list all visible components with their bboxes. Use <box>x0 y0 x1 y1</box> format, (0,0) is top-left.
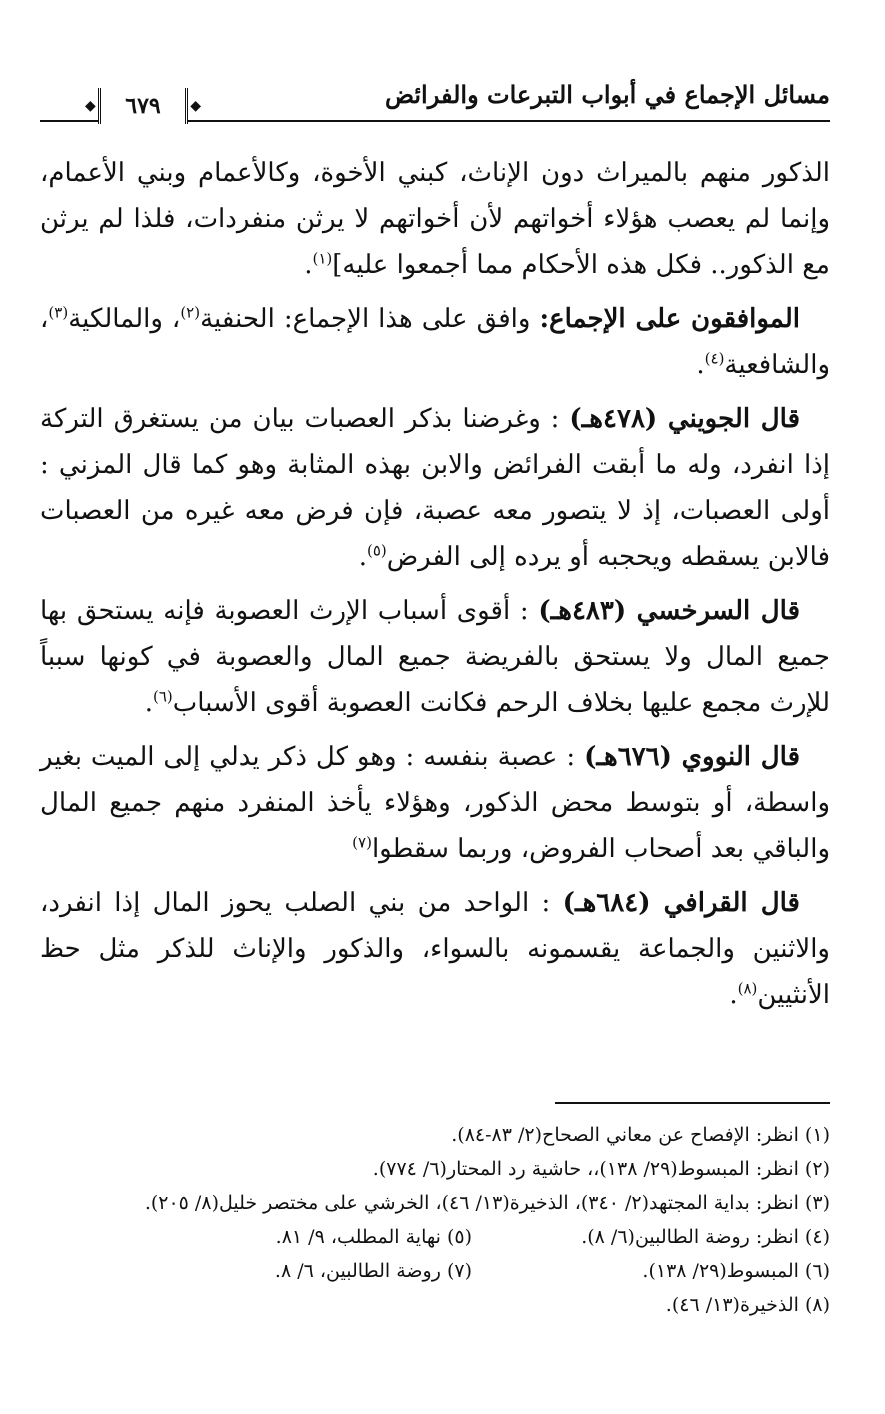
footnote-marker: (٦) <box>152 687 173 706</box>
footnote-marker: (٢) <box>180 303 201 322</box>
paragraph-tail: . <box>358 542 367 572</box>
quote-author: قال الجويني (٤٧٨هـ) <box>569 404 800 434</box>
paragraph-tail: . <box>729 980 738 1010</box>
paragraph-text: : عصبة بنفسه : وهو كل ذكر يدلي إلى الميت بغير واسطة، أو بتوسط محض الذكور، وهؤلاء يأخذ المنفرد منهم جميع المال والباقي بعد أصحاب الفروض، وربما سقطوا <box>40 742 830 864</box>
paragraph-2 <box>40 296 830 388</box>
paragraph-5 <box>40 734 830 872</box>
paragraph-text: : أقوى أسباب الإرث العصوبة فإنه يستحق بها جميع المال ولا يستحق بالفريضة جميع المال والعصوبة في كونها سبباً للإرث مجمع عليها بخلاف الرحم فكانت العصوبة أقوى الأسباب <box>40 596 830 718</box>
paragraph-text: : الواحد من بني الصلب يحوز المال إذا انفرد، والاثنين والجماعة يقسمونه بالسواء، والذكور والإناث للذكر مثل حظ الأنثيين <box>40 888 830 1010</box>
footnote-5: (٥) نهاية المطلب، ٩/ ٨١. <box>275 1226 472 1248</box>
footnote-2: (٢) انظر: المبسوط(٢٩/ ١٣٨)،، حاشية رد المحتار(٦/ ٧٧٤). <box>372 1158 830 1180</box>
main-text <box>40 150 830 1026</box>
book-page <box>40 0 830 1414</box>
footnote-marker: (٣) <box>48 303 69 322</box>
footnote-8: (٨) الذخيرة(١٣/ ٤٦). <box>665 1294 830 1316</box>
footnote-marker: (٤) <box>704 349 725 368</box>
footnote-marker: (١) <box>312 249 333 268</box>
paragraph-tail: . <box>696 350 705 380</box>
footnote-separator <box>555 1102 830 1104</box>
paragraph-text: وافق على هذا الإجماع: الحنفية <box>200 304 540 334</box>
paragraph-1 <box>40 150 830 288</box>
quote-author: قال القرافي (٦٨٤هـ) <box>562 888 800 918</box>
paragraph-tail: . <box>304 250 313 280</box>
footnote-row <box>40 1254 830 1288</box>
footnote-row <box>40 1288 830 1322</box>
page-header <box>40 78 830 128</box>
footnote-marker: (٥) <box>366 541 387 560</box>
footnote-6: (٦) المبسوط(٢٩/ ١٣٨). <box>642 1260 830 1282</box>
footnote-3: (٣) انظر: بداية المجتهد(٢/ ٣٤٠)، الذخيرة(١٣/ ٤٦)، الخرشي على مختصر خليل(٨/ ٢٠٥). <box>144 1192 830 1214</box>
paragraph-text: الذكور منهم بالميراث دون الإناث، كبني الأخوة، وكالأعمام وبني الأعمام، وإنما لم يعصب هؤلاء أخواتهم لأن أخواتهم لا يرثن منفردات، فلذا لم يرثن مع الذكور.. فكل هذه الأحكام مما أجمعوا عليه] <box>40 158 830 280</box>
paragraph-3 <box>40 396 830 580</box>
footnote-marker: (٨) <box>737 979 758 998</box>
page-number: ◆ ٦٧٩ ◆ <box>98 88 188 124</box>
footnote-1: (١) انظر: الإفصاح عن معاني الصحاح(٢/ ٨٣-٨٤). <box>451 1124 830 1146</box>
paragraph-text: ، والمالكية <box>68 304 181 334</box>
footnote-row <box>40 1152 830 1186</box>
paragraph-text: ، والشافعية <box>40 304 830 380</box>
quote-author: قال السرخسي (٤٨٣هـ) <box>538 596 800 626</box>
footnote-7: (٧) روضة الطالبين، ٦/ ٨. <box>274 1260 472 1282</box>
quote-author: قال النووي (٦٧٦هـ) <box>584 742 800 772</box>
footnote-row <box>40 1220 830 1254</box>
footnotes <box>40 1118 830 1322</box>
paragraph-text: : وغرضنا بذكر العصبات بيان من يستغرق التركة إذا انفرد، وله ما أبقت الفرائض والابن بهذه المثابة وهو كما قال المزني : أولى العصبات، إذ لا يتصور معه عصبة، فإن فرض معه غيره من العصبات فالابن يسقطه ويحجبه أو يرده إلى الفرض <box>40 404 830 572</box>
footnote-row <box>40 1186 830 1220</box>
section-heading: الموافقون على الإجماع: <box>539 304 800 334</box>
paragraph-4 <box>40 588 830 726</box>
footnote-marker: (٧) <box>352 833 372 852</box>
paragraph-tail: . <box>144 688 153 718</box>
footnote-4: (٤) انظر: روضة الطالبين(٦/ ٨). <box>581 1226 830 1248</box>
paragraph-6 <box>40 880 830 1018</box>
footnote-row <box>40 1118 830 1152</box>
running-title: مسائل الإجماع في أبواب التبرعات والفرائض <box>384 80 830 109</box>
